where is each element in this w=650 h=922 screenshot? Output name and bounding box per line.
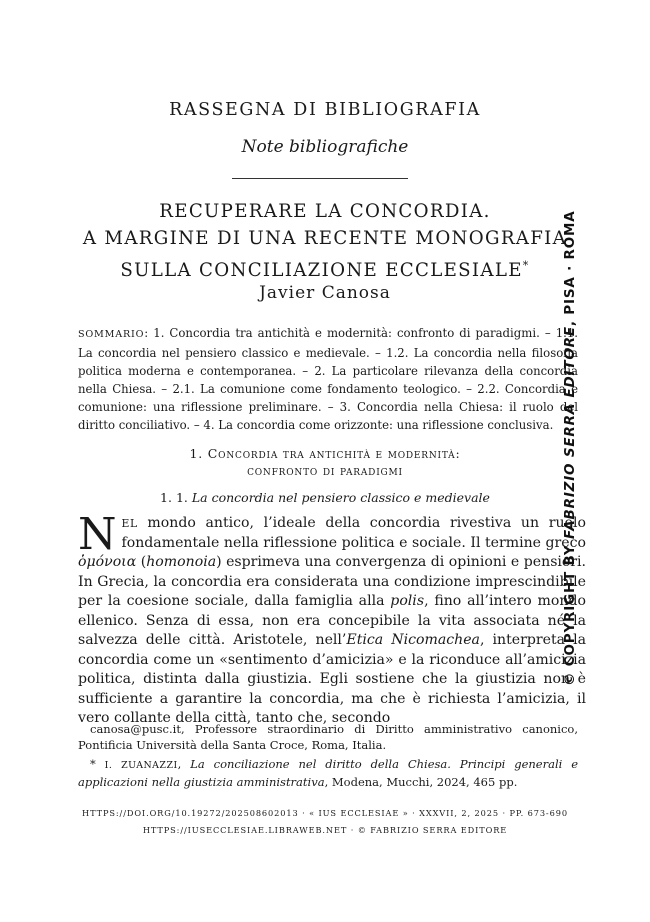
article-title-line-3 [0,252,650,284]
title-footnote-mark: * [522,259,530,272]
body-greek: ὁμόνοια [78,554,137,570]
body-text-4: , fino all’intero mondo ellenico. Senza di essa, non era concepibile la vita associata né la salvezza delle città. Aristotele, nell’ [78,593,586,648]
sommario-label: SOMMARIO [78,329,145,340]
heading-subsection-title: La concordia nel pensiero classico e medievale [191,490,490,505]
footer-doi-line: HTTPS://DOI.ORG/10.19272/202508602013 · « IUS ECCLESIAE » · XXXVII, 2, 2025 · PP. 673-690 [82,808,568,818]
article-author: Javier Canosa [259,283,391,303]
heading-subsection-1-1 [0,490,650,505]
article-title-line-2: A MARGINE DI UNA RECENTE MONOGRAFIA [82,228,568,249]
sommario [78,324,578,434]
section-subheading: Note bibliografiche [241,137,409,157]
article-title [0,198,650,284]
body-text-1: mondo antico, l’ideale della concordia rivestiva un ruolo fondamentale nella riflessione politica e sociale. Il termine greco [121,515,586,551]
heading-subsection-number: 1. 1. [160,490,192,505]
footnote-reference [78,756,578,790]
body-etica: Etica Nicomachea [346,632,480,648]
footnote-ref-title: La conciliazione nel diritto della Chiesa. Principi generali e applicazioni nella giustizia amministrativa [78,757,579,789]
footnote-ref-rest: , Modena, Mucchi, 2024, 465 pp. [324,775,518,789]
article-title-line-1: RECUPERARE LA CONCORDIA. [159,201,491,222]
body-polis: polis [390,593,425,609]
heading-section-1 [0,445,650,479]
footnote-author: canosa@pusc.it, Professore straordinario di Diritto amministrativo canonico, Pontificia Università della Santa Croce, Roma, Italia. [78,722,578,752]
body-text-3: ) esprimeva una convergenza di opinioni e pensieri. In Grecia, la concordia era considerata una condizione imprescindibile per la coesione sociale, dalla famiglia alla [78,554,586,609]
copyright-c: , PISA · ROMA [562,210,578,327]
footnote-ref-author: I. ZUANAZZI [104,760,178,771]
body-paragraph [78,509,587,729]
body-text-5: , interpreta la concordia come un «sentimento d’amicizia» e la riconduce all’amicizia politica, distinta dalla giustizia. Egli sostiene che la giustizia non è sufficiente a garantire la concordia, ma che è richiesta l’amicizia, il vero collante della città, tanto che, secondo [78,632,587,726]
heading-section-1-line-2: confronto di paradigmi [247,463,403,478]
sommario-text: : 1. Concordia tra antichità e modernità: confronto di paradigmi. – 1.1. La concordia nel pensiero classico e medievale. – 1.2. La concordia nella filosofia politica moderna e contemporanea. – 2. La particolare rilevanza della concordia nella Chiesa. – 2.1. La comunione come fondamento teologico. – 2.2. Concordia e comunione: una riflessione preliminare. – 3. Concordia nella Chiesa: il ruolo del diritto conciliativo. – 4. La concordia come orizzonte: una riflessione conclusiva. [78,326,578,432]
body-homonoia: homonoia [146,554,217,570]
footer-url-line: HTTPS://IUSECCLESIAE.LIBRAWEB.NET · © FABRIZIO SERRA EDITORE [142,825,508,835]
footnote-ref-sep: , [177,757,191,771]
body-text-2: ( [136,554,147,570]
copyright-sidebar [560,210,580,686]
copyright-a: © COPYRIGHT BY [562,539,578,686]
body-smallcaps: EL [121,517,138,530]
article-title-line-3-text: SULLA CONCILIAZIONE ECCLESIALE [120,260,523,282]
heading-section-1-line-1: 1. Concordia tra antichità e modernità: [189,446,461,461]
divider-rule [232,178,408,179]
copyright-publisher: FABRIZIO SERRA EDITORE [562,326,578,539]
footnote-mark: * [90,757,96,771]
drop-cap: N [78,509,117,560]
section-heading: RASSEGNA DI BIBLIOGRAFIA [169,100,481,120]
